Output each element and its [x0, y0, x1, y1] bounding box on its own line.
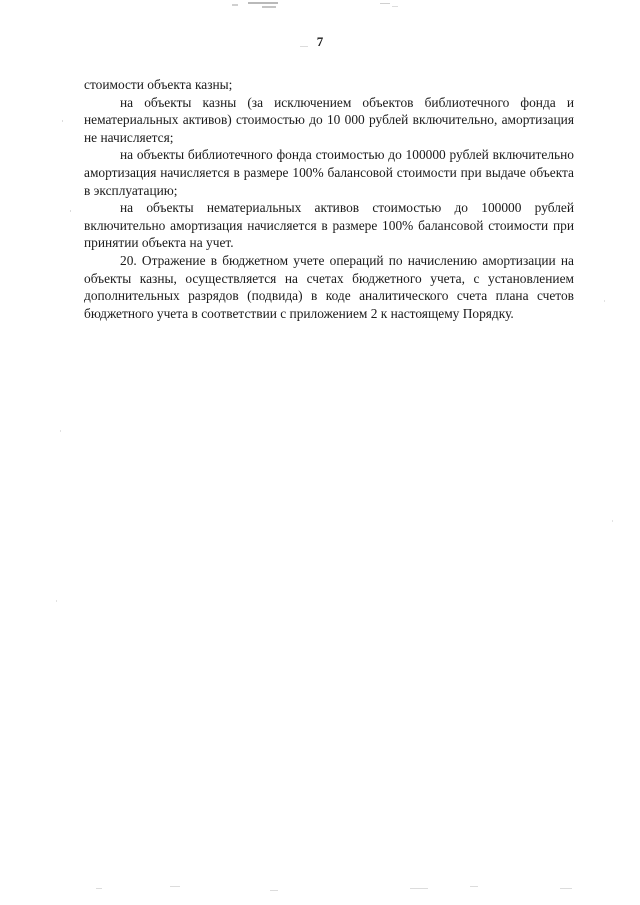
paragraph-treasury-objects: на объекты казны (за исключением объектов библиотечного фонда и нематериальных активов) стоимостью до 10 000 рублей включительно, амортизация не начисляется; — [84, 94, 574, 145]
paragraph-continuation: стоимости объекта казны; — [84, 77, 233, 92]
paragraph-intangible-assets: на объекты нематериальных активов стоимостью до 100000 рублей включительно амортизация начисляется в размере 100% балансовой стоимости при принятии объекта на учет. — [84, 200, 574, 251]
document-body — [84, 76, 574, 322]
page-number: 7 — [316, 34, 324, 49]
paragraph-section-20: 20. Отражение в бюджетном учете операций по начислению амортизации на объекты казны, осуществляется на счетах бюджетного учета, с установлением дополнительных разрядов (подвида) в коде аналитического счета плана счетов бюджетного учета в соответствии с приложением 2 к настоящему Порядку. — [84, 252, 574, 321]
paragraph-library-fund: на объекты библиотечного фонда стоимостью до 100000 рублей включительно амортизация начисляется в размере 100% балансовой стоимости при выдаче объекта в эксплуатацию; — [84, 147, 574, 198]
